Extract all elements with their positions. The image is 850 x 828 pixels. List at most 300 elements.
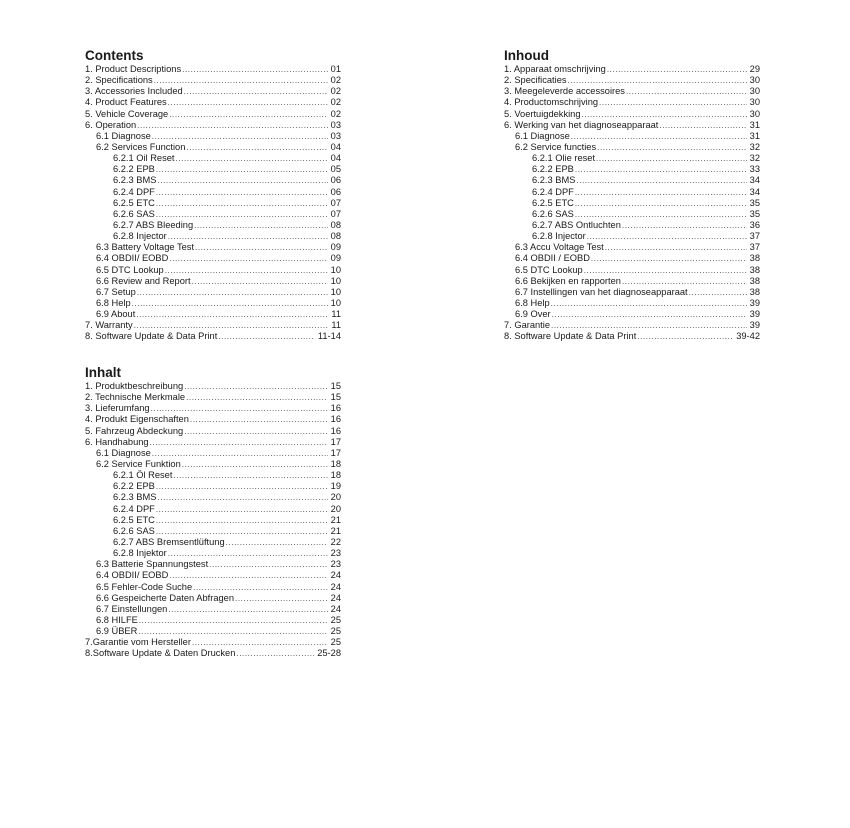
toc-title: Inhalt <box>85 365 121 380</box>
toc-entry-page: 10 <box>330 297 341 308</box>
dot-leader <box>184 86 328 97</box>
toc-entry-page: 06 <box>330 175 341 186</box>
toc-entry-label: 1. Product Descriptions <box>85 64 182 74</box>
dot-leader <box>236 648 314 659</box>
toc-entry-label: 6.7 Setup <box>96 286 136 297</box>
toc-entry-label: 6.2.3 BMS <box>532 175 576 186</box>
toc-entry-page: 16 <box>330 425 341 436</box>
toc-entry <box>85 381 341 392</box>
toc-entry-label: 6.6 Review and Report <box>96 275 191 286</box>
toc-entry <box>504 220 760 231</box>
toc-entry-label: 6.7 Einstellungen <box>96 603 168 614</box>
dot-leader <box>190 414 328 425</box>
toc-entry-label: 6.2.7 ABS Bremsentlüftung <box>113 536 225 547</box>
toc-entry-label: 6.6 Bekijken en rapporten <box>515 275 621 286</box>
toc-entry-label: 6.2.1 Oil Reset <box>113 153 175 164</box>
toc-entry-label: 6.3 Accu Voltage Test <box>515 242 604 253</box>
toc-title: Inhoud <box>504 48 549 63</box>
dot-leader <box>622 276 747 287</box>
dot-leader <box>168 604 327 615</box>
dot-leader <box>626 86 747 97</box>
toc-entry-label: 6.2.4 DPF <box>113 503 155 514</box>
toc-entry <box>85 97 341 108</box>
dot-leader <box>165 265 328 276</box>
toc-entry-label: 3. Accessories Included <box>85 86 183 97</box>
toc-entry <box>504 153 760 164</box>
toc-entry <box>504 331 760 342</box>
dot-leader <box>218 331 315 342</box>
toc-entry-page: 31 <box>749 130 760 141</box>
toc-entry-label: 6.4 OBDII/ EOBD <box>96 253 169 264</box>
dot-leader <box>551 298 747 309</box>
toc-entry <box>85 626 341 637</box>
toc-entry-page: 24 <box>330 570 341 581</box>
dot-leader <box>150 437 328 448</box>
dot-leader <box>591 253 747 264</box>
toc-entry-label: 6.2.6 SAS <box>113 525 155 536</box>
toc-entry-page: 30 <box>749 97 760 108</box>
toc-entry <box>85 265 341 276</box>
toc-entry <box>85 459 341 470</box>
toc-entry-page: 32 <box>749 153 760 164</box>
toc-entry-label: 6.2.2 EPB <box>113 481 155 492</box>
toc-entry <box>85 637 341 648</box>
toc-entry <box>504 175 760 186</box>
toc-entry-label: 6.2.6 SAS <box>532 208 574 219</box>
toc-entry <box>85 470 341 481</box>
toc-entry <box>85 320 341 331</box>
toc-entry <box>85 504 341 515</box>
toc-entry-label: 3. Meegeleverde accessoires <box>504 86 625 97</box>
toc-entry-label: 7. Warranty <box>85 320 133 331</box>
dot-leader <box>156 198 328 209</box>
toc-entry-page: 11-14 <box>317 331 341 342</box>
toc-entry-label: 6.3 Battery Voltage Test <box>96 242 195 253</box>
toc-entry-page: 09 <box>330 242 341 253</box>
toc-entry <box>85 492 341 503</box>
toc-entry <box>85 648 341 659</box>
dot-leader <box>138 626 327 637</box>
toc-entry-page: 20 <box>330 492 341 503</box>
toc-entry-label: 6.5 DTC Lookup <box>515 264 583 275</box>
toc-entry-page: 35 <box>749 197 760 208</box>
toc-entry <box>504 309 760 320</box>
toc-entry-label: 2. Technische Merkmale <box>85 392 186 403</box>
dot-leader <box>132 298 328 309</box>
toc-entry <box>504 242 760 253</box>
toc-entry-label: 6.4 OBDII / EOBD <box>515 253 590 264</box>
toc-entry-label: 6.7 Instellingen van het diagnoseapparaat <box>515 286 688 297</box>
dot-leader <box>182 64 328 75</box>
toc-entry-page: 02 <box>330 75 341 86</box>
toc-entry <box>85 437 341 448</box>
toc-entry <box>85 175 341 186</box>
dot-leader <box>156 504 328 515</box>
toc-entry <box>85 548 341 559</box>
toc-entry <box>85 448 341 459</box>
toc-entry-label: 6.2.5 ETC <box>532 197 574 208</box>
dot-leader <box>184 381 327 392</box>
dot-leader <box>551 320 747 331</box>
dot-leader <box>209 559 327 570</box>
toc-entry-page: 08 <box>330 219 341 230</box>
toc-entry <box>85 515 341 526</box>
toc-entry <box>504 265 760 276</box>
toc-entry-label: 2. Specificaties <box>504 75 567 86</box>
toc-entry-page: 17 <box>330 436 341 447</box>
toc-entry-label: 6.2.3 BMS <box>113 175 157 186</box>
toc-entry-label: 6.6 Gespeicherte Daten Abfragen <box>96 592 234 603</box>
toc-entry-page: 25 <box>330 637 341 648</box>
toc-entry-label: 6.2.5 ETC <box>113 514 155 525</box>
toc-entry-label: 6.4 OBDII/ EOBD <box>96 570 169 581</box>
toc-entry-page: 19 <box>330 481 341 492</box>
toc-entry <box>85 187 341 198</box>
toc-entry-label: 1. Produktbeschreibung <box>85 381 184 391</box>
dot-leader <box>582 109 747 120</box>
toc-entry-label: 8. Software Update & Data Print <box>85 331 218 342</box>
toc-entry <box>504 209 760 220</box>
dot-leader <box>568 75 747 86</box>
toc-entry-label: 6.9 About <box>96 309 136 320</box>
toc-entry <box>85 75 341 86</box>
toc-entry-page: 37 <box>749 242 760 253</box>
toc-entry <box>85 153 341 164</box>
toc-entry-page: 33 <box>749 164 760 175</box>
toc-entry-label: 6.2 Service Funktion <box>96 458 181 469</box>
toc-entry <box>504 320 760 331</box>
dot-leader <box>168 97 328 108</box>
toc-entry-label: 6.9 ÜBER <box>96 626 138 637</box>
toc-entry <box>85 481 341 492</box>
toc-entry-page: 39 <box>749 320 760 331</box>
toc-entry <box>85 64 341 75</box>
toc-entry-page: 16 <box>330 403 341 414</box>
toc-entry-label: 6.2 Service functies <box>515 141 597 152</box>
dot-leader <box>596 153 747 164</box>
dot-leader <box>151 403 328 414</box>
toc-entry-page: 38 <box>749 264 760 275</box>
dot-leader <box>195 242 328 253</box>
toc-entry <box>85 526 341 537</box>
toc-entry-page: 20 <box>330 503 341 514</box>
toc-entry-page: 17 <box>330 447 341 458</box>
toc-entry-page: 39-42 <box>736 331 760 342</box>
dot-leader <box>622 220 747 231</box>
toc-entry-page: 16 <box>330 414 341 425</box>
dot-leader <box>193 582 328 593</box>
toc-entry-label: 8.Software Update & Daten Drucken <box>85 648 236 659</box>
toc-entry-label: 8. Software Update & Data Print <box>504 331 637 342</box>
toc-entry-page: 30 <box>749 75 760 86</box>
toc-entry <box>85 276 341 287</box>
dot-leader <box>575 187 747 198</box>
toc-entry <box>504 287 760 298</box>
dot-leader <box>584 265 747 276</box>
dot-leader <box>576 175 746 186</box>
dot-leader <box>173 470 327 481</box>
toc-entry <box>504 86 760 97</box>
toc-entry <box>85 86 341 97</box>
dot-leader <box>134 320 329 331</box>
toc-entry <box>85 164 341 175</box>
dot-leader <box>168 231 328 242</box>
toc-entry <box>504 109 760 120</box>
dot-leader <box>152 448 328 459</box>
toc-entry-label: 4. Productomschrijving <box>504 97 599 108</box>
dot-leader <box>637 331 733 342</box>
toc-entry <box>504 231 760 242</box>
toc-entry <box>85 309 341 320</box>
dot-leader <box>552 309 747 320</box>
toc-title: Contents <box>85 48 144 63</box>
toc-entry-label: 6.2.8 Injektor <box>113 548 167 559</box>
toc-entry-page: 39 <box>749 309 760 320</box>
toc-entry-label: 6.2.4 DPF <box>532 186 574 197</box>
toc-entry-page: 30 <box>749 86 760 97</box>
toc-entry-page: 18 <box>330 458 341 469</box>
dot-leader <box>168 548 328 559</box>
toc-entry <box>504 142 760 153</box>
toc-entry <box>85 253 341 264</box>
toc-entry <box>85 559 341 570</box>
dot-leader <box>156 187 328 198</box>
dot-leader <box>169 570 327 581</box>
toc-entry-page: 34 <box>749 175 760 186</box>
toc-entry-page: 02 <box>330 86 341 97</box>
toc-entry-label: 6.8 Help <box>515 297 550 308</box>
toc-entry-page: 10 <box>330 286 341 297</box>
toc-entry-page: 29 <box>749 64 760 74</box>
toc-entry-label: 6.2.6 SAS <box>113 208 155 219</box>
toc-entry-label: 6.2.1 Olie reset <box>532 153 596 164</box>
dot-leader <box>169 253 327 264</box>
dot-leader <box>136 309 328 320</box>
toc-entry-page: 23 <box>330 548 341 559</box>
toc-entry-label: 6.2 Services Function <box>96 141 186 152</box>
dot-leader <box>137 120 327 131</box>
toc-entry <box>504 276 760 287</box>
dot-leader <box>235 593 328 604</box>
toc-entry-page: 04 <box>330 141 341 152</box>
dot-leader <box>607 64 747 75</box>
toc-entry <box>85 426 341 437</box>
toc-entry-label: 6.9 Over <box>515 309 551 320</box>
toc-entry-label: 5. Vehicle Coverage <box>85 108 169 119</box>
toc-entry-page: 38 <box>749 275 760 286</box>
toc-entry <box>504 187 760 198</box>
dot-leader <box>192 637 328 648</box>
toc-entry-label: 6.3 Batterie Spannungstest <box>96 559 209 570</box>
dot-leader <box>157 175 327 186</box>
toc-entry-label: 1. Apparaat omschrijving <box>504 64 606 74</box>
toc-entry <box>504 75 760 86</box>
toc-entry-label: 6.1 Diagnose <box>515 130 570 141</box>
toc-entry <box>85 242 341 253</box>
toc-entry-label: 6.2.8 Injector <box>113 231 167 242</box>
toc-entry-page: 32 <box>749 141 760 152</box>
toc-entry <box>85 287 341 298</box>
toc-entry <box>85 403 341 414</box>
toc-entry <box>85 615 341 626</box>
dot-leader <box>575 198 747 209</box>
toc-entry-label: 6.2.7 ABS Bleeding <box>113 219 194 230</box>
dot-leader <box>176 153 328 164</box>
toc-entry-label: 6.2.7 ABS Ontluchten <box>532 219 621 230</box>
toc-entry <box>85 220 341 231</box>
toc-entry-page: 31 <box>749 119 760 130</box>
dot-leader <box>152 131 328 142</box>
toc-entry-page: 18 <box>330 470 341 481</box>
toc-entry-label: 7. Garantie <box>504 320 550 331</box>
toc-entry-page: 21 <box>330 514 341 525</box>
toc-entry-label: 7.Garantie vom Hersteller <box>85 637 191 648</box>
dot-leader <box>182 459 328 470</box>
toc-entry-label: 6. Handhabung <box>85 436 149 447</box>
toc-entry <box>85 131 341 142</box>
toc-list <box>85 64 341 343</box>
dot-leader <box>597 142 747 153</box>
toc-entry-page: 23 <box>330 559 341 570</box>
dot-leader <box>571 131 747 142</box>
dot-leader <box>575 164 747 175</box>
toc-entry-page: 24 <box>330 581 341 592</box>
toc-entry-page: 04 <box>330 153 341 164</box>
toc-entry-page: 11 <box>331 309 341 320</box>
toc-entry-page: 22 <box>330 536 341 547</box>
toc-entry <box>85 109 341 120</box>
dot-leader <box>137 287 328 298</box>
toc-entry-page: 02 <box>330 108 341 119</box>
toc-entry-label: 4. Product Features <box>85 97 167 108</box>
toc-entry <box>85 298 341 309</box>
dot-leader <box>605 242 747 253</box>
toc-entry <box>504 298 760 309</box>
toc-entry-page: 35 <box>749 208 760 219</box>
dot-leader <box>186 142 327 153</box>
dot-leader <box>184 426 327 437</box>
toc-entry-page: 37 <box>749 231 760 242</box>
toc-entry-label: 6.5 Fehler-Code Suche <box>96 581 193 592</box>
dot-leader <box>226 537 328 548</box>
toc-entry <box>85 604 341 615</box>
dot-leader <box>192 276 328 287</box>
toc-entry-page: 24 <box>330 592 341 603</box>
toc-entry-label: 6.2.8 Injector <box>532 231 586 242</box>
toc-entry-page: 02 <box>330 97 341 108</box>
dot-leader <box>156 164 328 175</box>
dot-leader <box>154 75 328 86</box>
toc-entry-label: 6. Werking van het diagnoseapparaat <box>504 119 659 130</box>
toc-entry <box>85 231 341 242</box>
toc-entry-page: 25 <box>330 626 341 637</box>
dot-leader <box>575 209 747 220</box>
dot-leader <box>587 231 747 242</box>
toc-entry-label: 5. Voertuigdekking <box>504 108 581 119</box>
toc-section-english <box>85 49 341 343</box>
dot-leader <box>194 220 328 231</box>
toc-entry-label: 3. Lieferumfang <box>85 403 150 414</box>
dot-leader <box>139 615 328 626</box>
toc-entry-page: 36 <box>749 219 760 230</box>
toc-entry-page: 25-28 <box>317 648 341 659</box>
toc-entry <box>504 120 760 131</box>
toc-entry-page: 07 <box>330 208 341 219</box>
toc-entry-page: 38 <box>749 253 760 264</box>
toc-entry <box>85 537 341 548</box>
toc-entry-page: 25 <box>330 614 341 625</box>
toc-entry <box>504 164 760 175</box>
toc-entry-page: 30 <box>749 108 760 119</box>
toc-entry-page: 15 <box>330 381 341 391</box>
dot-leader <box>689 287 747 298</box>
toc-entry-label: 6.2.4 DPF <box>113 186 155 197</box>
toc-entry-label: 2. Specifications <box>85 75 153 86</box>
toc-entry-page: 10 <box>330 264 341 275</box>
toc-entry-label: 6.2.1 Öl Reset <box>113 470 173 481</box>
toc-entry <box>504 253 760 264</box>
toc-entry-page: 38 <box>749 286 760 297</box>
toc-entry-label: 6.8 HILFE <box>96 614 138 625</box>
dot-leader <box>157 492 327 503</box>
toc-entry <box>85 142 341 153</box>
dot-leader <box>599 97 747 108</box>
toc-entry <box>85 593 341 604</box>
dot-leader <box>169 109 327 120</box>
toc-entry <box>85 392 341 403</box>
toc-entry <box>504 97 760 108</box>
toc-entry <box>504 131 760 142</box>
toc-entry-page: 08 <box>330 231 341 242</box>
toc-entry-page: 21 <box>330 525 341 536</box>
toc-entry-page: 39 <box>749 297 760 308</box>
toc-entry-label: 6.2.2 EPB <box>532 164 574 175</box>
toc-entry-page: 01 <box>330 64 341 74</box>
toc-entry-label: 6.2.2 EPB <box>113 164 155 175</box>
toc-entry-page: 07 <box>330 197 341 208</box>
toc-entry-page: 24 <box>330 603 341 614</box>
dot-leader <box>156 515 328 526</box>
toc-entry-label: 6.2.5 ETC <box>113 197 155 208</box>
toc-entry <box>85 331 341 342</box>
toc-entry-label: 6.5 DTC Lookup <box>96 264 164 275</box>
toc-entry <box>85 570 341 581</box>
toc-list <box>504 64 760 343</box>
toc-entry <box>85 582 341 593</box>
toc-entry-label: 6. Operation <box>85 119 137 130</box>
toc-entry-label: 6.1 Diagnose <box>96 130 151 141</box>
toc-entry-label: 4. Produkt Eigenschaften <box>85 414 189 425</box>
toc-entry <box>85 209 341 220</box>
toc-entry-page: 10 <box>330 275 341 286</box>
toc-entry-page: 11 <box>331 320 341 331</box>
toc-entry-page: 15 <box>330 392 341 403</box>
toc-entry-page: 34 <box>749 186 760 197</box>
toc-entry-page: 05 <box>330 164 341 175</box>
dot-leader <box>659 120 746 131</box>
toc-entry-label: 6.1 Diagnose <box>96 447 151 458</box>
dot-leader <box>156 526 328 537</box>
toc-section-german <box>85 366 341 660</box>
toc-entry <box>85 414 341 425</box>
toc-entry <box>504 198 760 209</box>
toc-entry-page: 03 <box>330 130 341 141</box>
toc-entry <box>85 198 341 209</box>
toc-entry-label: 6.8 Help <box>96 297 131 308</box>
toc-entry <box>85 120 341 131</box>
toc-entry-label: 5. Fahrzeug Abdeckung <box>85 425 184 436</box>
toc-entry-page: 03 <box>330 119 341 130</box>
